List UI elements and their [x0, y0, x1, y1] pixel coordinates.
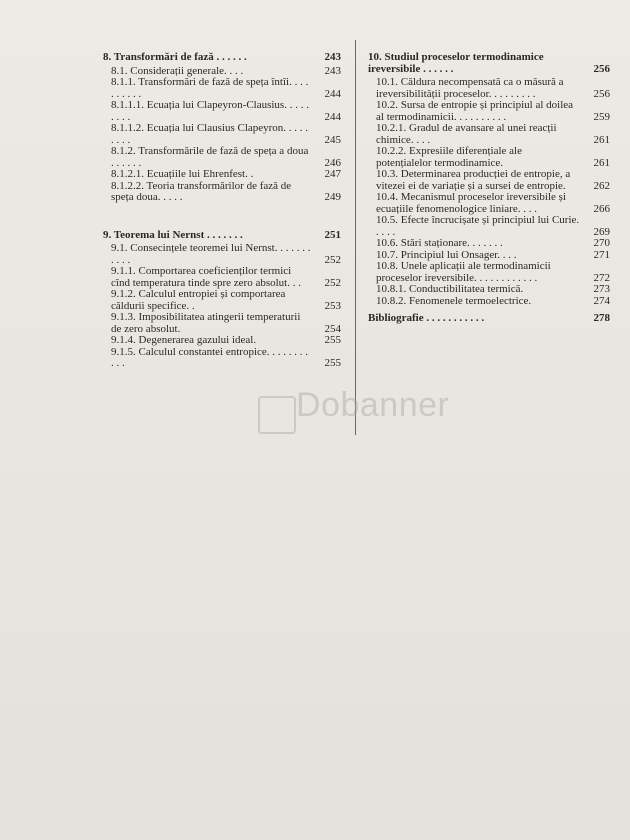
toc-page-number: 244 — [324, 110, 341, 123]
toc-page-number: 247 — [324, 168, 341, 180]
toc-entry — [368, 215, 610, 238]
toc-entry — [103, 347, 341, 370]
toc-entry — [103, 123, 341, 146]
toc-entry-title: 10.5. Efecte încrucișate și principiul lui Curie. . . . . — [376, 214, 580, 238]
toc-entry-title: 10.6. Stări staționare. . . . . . . — [376, 237, 503, 249]
toc-page-number: 262 — [593, 179, 610, 192]
toc-section-entry — [368, 52, 610, 75]
toc-entry-title: 10.8.1. Conductibilitatea termică. — [376, 283, 524, 295]
toc-entry — [368, 77, 610, 100]
toc-section-entry — [103, 230, 341, 242]
toc-entry — [103, 243, 341, 266]
toc-right-column — [368, 52, 610, 327]
toc-page-number: 256 — [593, 87, 610, 100]
toc-entry — [103, 335, 341, 347]
watermark-text: Dobanner — [296, 386, 450, 424]
toc-page-number: 270 — [593, 237, 610, 249]
toc-entry — [368, 192, 610, 215]
toc-entry-title: 9.1.3. Imposibilitatea atingerii temperaturii de zero absolut. — [111, 311, 301, 335]
toc-entry-title: 9.1.1. Comportarea coeficienților termici cînd temperatura tinde spre zero absolut. . . — [111, 265, 301, 289]
toc-entry — [368, 123, 610, 146]
column-divider — [355, 40, 356, 435]
toc-entry-title: 10.4. Mecanismul proceselor ireversibile și ecuațiile fenomenologice liniare. . . . — [376, 191, 567, 215]
toc-entry — [368, 146, 610, 169]
toc-entry — [103, 77, 341, 100]
toc-entry-title: 8.1. Considerații generale. . . . — [111, 64, 244, 77]
toc-entry-title: 8.1.1.2. Ecuația lui Clausius Clapeyron. . . . . . . . . — [111, 122, 309, 146]
toc-entry — [103, 169, 341, 181]
toc-page-number: 245 — [324, 133, 341, 146]
toc-entry-title: 8.1.1.1. Ecuația lui Clapeyron-Clausius. . . . . . . . . — [111, 99, 309, 123]
toc-entry-title: 9.1.4. Degenerarea gazului ideal. — [111, 334, 257, 346]
toc-entry-title: 9.1. Consecințele teoremei lui Nernst. . . . . . . . . . . — [111, 242, 311, 266]
toc-section-entry — [103, 52, 341, 64]
watermark-logo — [258, 380, 450, 440]
toc-entry-title: 10. Studiul proceselor termodinamice ireversibile . . . . . . — [368, 51, 544, 75]
toc-entry — [368, 296, 610, 308]
toc-entry-title: 10.3. Determinarea producției de entropie, a vitezei ei de variație și a sursei de entropie. — [376, 168, 571, 192]
toc-entry-title: 10.8.2. Fenomenele termoelectrice. — [376, 294, 532, 307]
toc-page-number: 254 — [324, 322, 341, 335]
toc-page-number: 272 — [593, 271, 610, 284]
toc-entry — [368, 238, 610, 250]
toc-page-number: 261 — [593, 156, 610, 169]
toc-section-entry — [368, 313, 610, 325]
toc-page-number: 243 — [324, 51, 341, 63]
toc-entry-title: 10.2.2. Expresiile diferențiale ale potențialelor termodinamice. — [376, 145, 522, 169]
toc-page-number: 273 — [593, 283, 610, 295]
toc-entry-title: 9.1.5. Calculul constantei entropice. . . . . . . . . . . — [111, 345, 309, 369]
toc-entry — [368, 261, 610, 284]
toc-entry-title: 10.7. Principiul lui Onsager. . . . — [376, 248, 517, 261]
toc-page-number: 252 — [324, 253, 341, 266]
toc-page-number: 256 — [593, 62, 610, 75]
toc-page-number: 278 — [593, 312, 610, 324]
watermark-icon — [258, 396, 296, 434]
toc-page-number: 266 — [593, 202, 610, 215]
toc-page-number: 261 — [593, 133, 610, 146]
toc-entry-title: 10.2. Sursa de entropie și principiul al doilea al termodinamicii. . . . . . . . . . — [376, 99, 574, 123]
toc-entry-title: 8.1.2.2. Teoria transformărilor de fază de speța doua. . . . . — [111, 179, 292, 203]
toc-page-number: 255 — [324, 334, 341, 346]
toc-entry-title: 8.1.2. Transformările de fază de speța a doua . . . . . . — [111, 145, 309, 169]
toc-entry-title: 8. Transformări de fază . . . . . . — [103, 51, 247, 63]
toc-entry — [103, 181, 341, 204]
toc-entry — [368, 169, 610, 192]
toc-page-number: 243 — [324, 64, 341, 77]
toc-left-column — [103, 52, 341, 370]
toc-entry — [368, 284, 610, 296]
toc-entry-title: Bibliografie . . . . . . . . . . . — [368, 312, 485, 324]
toc-entry-title: 10.1. Căldura necompensată ca o măsură a ireversibilității proceselor. . . . . . . . . — [376, 76, 564, 100]
toc-page-number: 252 — [324, 276, 341, 289]
toc-entry — [103, 266, 341, 289]
section-gap — [103, 204, 341, 230]
toc-entry — [368, 100, 610, 123]
toc-entry — [103, 289, 341, 312]
toc-entry-title: 8.1.2.1. Ecuațiile lui Ehrenfest. . — [111, 168, 254, 180]
toc-page-number: 259 — [593, 110, 610, 123]
toc-page-number: 246 — [324, 156, 341, 169]
toc-page-number: 255 — [324, 357, 341, 369]
toc-entry — [103, 100, 341, 123]
toc-entry — [103, 312, 341, 335]
toc-page-number: 251 — [324, 228, 341, 241]
toc-page-number: 269 — [593, 225, 610, 238]
toc-page-number: 249 — [324, 191, 341, 203]
toc-entry-title: 10.8. Unele aplicații ale termodinamicii proceselor ireversibile. . . . . . . . . . . . — [376, 260, 551, 284]
toc-entry-title: 9.1.2. Calculul entropiei și comportarea căldurii specifice. . — [111, 288, 286, 312]
toc-entry-title: 10.2.1. Gradul de avansare al unei reacții chimice. . . . — [376, 122, 557, 146]
toc-page-number: 244 — [324, 87, 341, 100]
toc-entry — [103, 146, 341, 169]
toc-page-number: 274 — [593, 294, 610, 307]
toc-page-number: 253 — [324, 299, 341, 312]
toc-page-number: 271 — [593, 248, 610, 261]
toc-entry-title: 9. Teorema lui Nernst . . . . . . . — [103, 228, 243, 241]
toc-entry-title: 8.1.1. Transformări de fază de speța întîi. . . . . . . . . . — [111, 76, 309, 100]
